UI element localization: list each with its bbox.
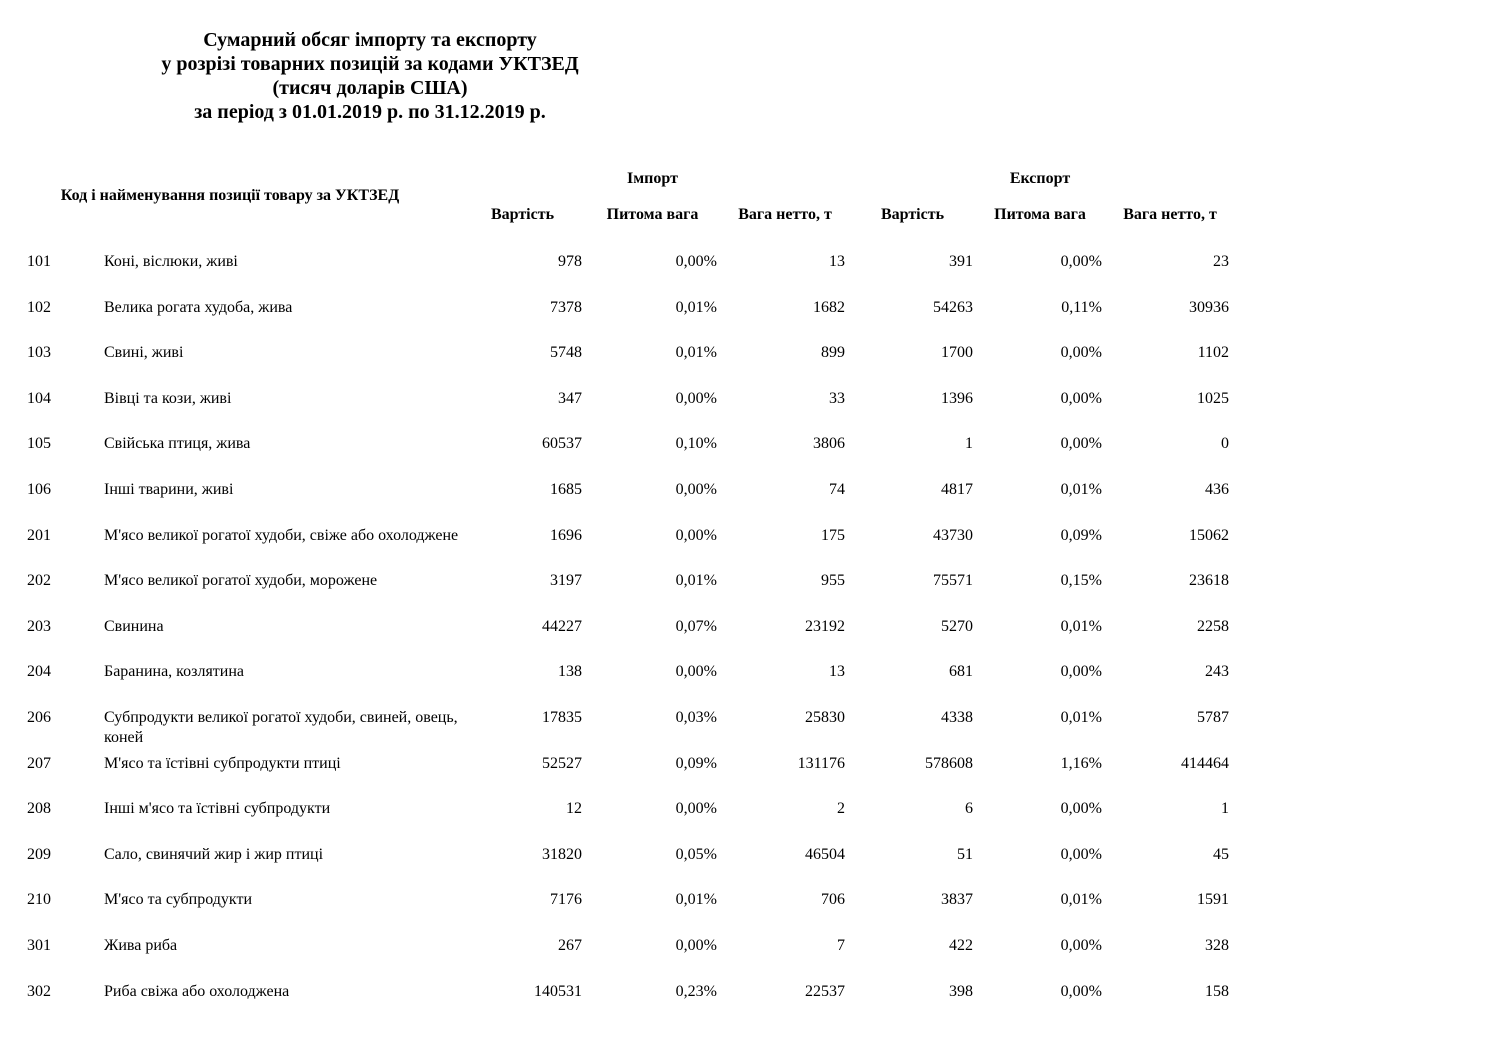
- import-value: 17835: [542, 708, 582, 726]
- title-line-4: за період з 01.01.2019 р. по 31.12.2019 р.: [194, 101, 546, 123]
- item-code: 302: [27, 982, 51, 1000]
- table-row: [0, 526, 1497, 572]
- import-weight-header: Вага нетто, т: [738, 206, 832, 223]
- import-weight: 899: [821, 344, 845, 362]
- import-weight: 955: [821, 572, 845, 590]
- import-weight: 13: [829, 663, 845, 681]
- import-weight: 7: [837, 936, 845, 954]
- import-value: 60537: [542, 435, 582, 453]
- export-share: 0,00%: [1060, 435, 1102, 453]
- import-weight: 706: [821, 891, 845, 909]
- item-name: Коні, віслюки, живі: [104, 253, 238, 270]
- table-row: [0, 982, 1497, 1028]
- export-share: 0,00%: [1060, 845, 1102, 863]
- import-value: 7378: [550, 298, 582, 316]
- import-value: 267: [558, 936, 582, 954]
- import-share: 0,00%: [675, 800, 717, 818]
- import-weight: 2: [837, 800, 845, 818]
- item-code: 210: [27, 891, 51, 909]
- import-share: 0,07%: [675, 617, 717, 635]
- import-value: 1685: [550, 480, 582, 498]
- item-column-header: Код і найменування позиції товару за УКТЗЕД: [60, 187, 400, 204]
- item-code: 106: [27, 480, 51, 498]
- export-share: 0,01%: [1060, 708, 1102, 726]
- table-row: [0, 754, 1497, 800]
- import-value: 7176: [550, 891, 582, 909]
- import-weight: 131176: [797, 754, 845, 772]
- export-weight: 414464: [1181, 754, 1229, 772]
- item-code: 202: [27, 572, 51, 590]
- import-value: 44227: [542, 617, 582, 635]
- import-weight: 22537: [805, 982, 845, 1000]
- item-name: М'ясо великої рогатої худоби, свіже або охолоджене: [104, 526, 459, 544]
- export-value: 1: [965, 435, 973, 453]
- import-value: 3197: [550, 572, 582, 590]
- export-share: 0,01%: [1060, 891, 1102, 909]
- export-value: 1700: [941, 344, 973, 362]
- title-line-1: Сумарний обсяг імпорту та експорту: [203, 29, 537, 51]
- item-name: Вівці та кози, живі: [104, 389, 232, 407]
- item-code: 201: [27, 526, 51, 544]
- import-weight: 175: [821, 526, 845, 544]
- export-value: 1396: [941, 389, 973, 407]
- export-weight: 436: [1205, 480, 1229, 498]
- export-value: 5270: [941, 617, 973, 635]
- export-value: 6: [965, 800, 973, 818]
- item-code: 209: [27, 845, 51, 863]
- item-name: Інші тварини, живі: [104, 480, 234, 498]
- export-value: 578608: [925, 754, 973, 772]
- data-table: [0, 252, 1497, 1027]
- import-weight: 13: [829, 253, 845, 270]
- export-weight-header: Вага нетто, т: [1123, 206, 1217, 223]
- import-weight: 46504: [805, 845, 845, 863]
- export-value: 4817: [941, 480, 973, 498]
- import-weight: 3806: [813, 435, 845, 453]
- item-code: 104: [27, 389, 51, 407]
- title-line-3: (тисяч доларів США): [272, 77, 468, 99]
- export-share: 1,16%: [1060, 754, 1102, 772]
- export-share: 0,00%: [1060, 800, 1102, 818]
- item-name: Свійська птиця, жива: [104, 435, 251, 453]
- export-value: 681: [949, 663, 973, 681]
- item-name: М'ясо великої рогатої худоби, морожене: [104, 572, 378, 590]
- import-value: 140531: [534, 982, 582, 1000]
- item-code: 207: [27, 754, 51, 772]
- import-share: 0,10%: [675, 435, 717, 453]
- import-value: 138: [558, 663, 582, 681]
- export-share: 0,01%: [1060, 480, 1102, 498]
- import-share: 0,00%: [675, 526, 717, 544]
- table-row: [0, 480, 1497, 526]
- export-share-header: Питома вага: [994, 206, 1086, 223]
- import-value: 52527: [542, 754, 582, 772]
- export-value: 391: [949, 253, 973, 270]
- import-value: 5748: [550, 344, 582, 362]
- import-weight: 1682: [813, 298, 845, 316]
- export-weight: 15062: [1189, 526, 1229, 544]
- table-row: [0, 434, 1497, 480]
- import-value-header: Вартість: [490, 206, 555, 223]
- import-share: 0,01%: [675, 572, 717, 590]
- item-name: Велика рогата худоба, жива: [104, 298, 293, 316]
- item-name: М'ясо та субпродукти: [104, 891, 253, 909]
- export-value: 75571: [933, 572, 973, 590]
- item-name: М'ясо та їстівні субпродукти птиці: [104, 754, 341, 772]
- table-row: [0, 890, 1497, 936]
- import-weight: 33: [829, 389, 845, 407]
- item-name: Жива риба: [104, 936, 178, 954]
- export-weight: 1: [1221, 800, 1229, 818]
- import-share: 0,00%: [675, 936, 717, 954]
- table-row: [0, 708, 1497, 754]
- import-weight: 25830: [805, 708, 845, 726]
- export-share: 0,00%: [1060, 936, 1102, 954]
- item-code: 102: [27, 298, 51, 316]
- table-row: [0, 343, 1497, 389]
- import-share-header: Питома вага: [606, 206, 699, 223]
- export-weight: 158: [1205, 982, 1229, 1000]
- item-name: Свинина: [104, 617, 164, 635]
- import-share: 0,00%: [675, 253, 717, 270]
- title-line-2: у розрізі товарних позицій за кодами УКТЗЕД: [161, 53, 579, 75]
- item-code: 301: [27, 936, 51, 954]
- export-weight: 30936: [1189, 298, 1229, 316]
- export-share: 0,00%: [1060, 253, 1102, 270]
- table-row: [0, 617, 1497, 663]
- export-group-header: Експорт: [1009, 170, 1071, 187]
- item-name: Інші м'ясо та їстівні субпродукти: [104, 800, 331, 818]
- export-value-header: Вартість: [880, 206, 945, 223]
- import-weight: 74: [829, 480, 845, 498]
- export-weight: 1102: [1197, 344, 1229, 362]
- import-value: 978: [558, 253, 582, 270]
- import-share: 0,00%: [675, 480, 717, 498]
- item-code: 206: [27, 708, 51, 726]
- export-weight: 23618: [1189, 572, 1229, 590]
- export-weight: 1591: [1197, 891, 1229, 909]
- export-share: 0,11%: [1061, 298, 1102, 316]
- table-row: [0, 662, 1497, 708]
- export-weight: 23: [1213, 253, 1229, 270]
- item-name: Риба свіжа або охолоджена: [104, 982, 290, 1000]
- export-value: 422: [949, 936, 973, 954]
- import-share: 0,01%: [675, 891, 717, 909]
- export-weight: 45: [1213, 845, 1229, 863]
- item-name: Свині, живі: [104, 344, 184, 362]
- table-row: [0, 298, 1497, 344]
- item-code: 101: [27, 253, 51, 270]
- export-weight: 0: [1221, 435, 1229, 453]
- export-share: 0,00%: [1060, 344, 1102, 362]
- export-value: 3837: [941, 891, 973, 909]
- export-weight: 1025: [1197, 389, 1229, 407]
- item-code: 204: [27, 663, 51, 681]
- import-value: 12: [566, 800, 582, 818]
- export-share: 0,00%: [1060, 389, 1102, 407]
- item-code: 208: [27, 800, 51, 818]
- report-title: [30, 28, 710, 124]
- export-share: 0,15%: [1060, 572, 1102, 590]
- import-share: 0,01%: [675, 298, 717, 316]
- import-share: 0,05%: [675, 845, 717, 863]
- item-name: Баранина, козлятина: [104, 663, 245, 681]
- export-share: 0,09%: [1060, 526, 1102, 544]
- import-share: 0,01%: [675, 344, 717, 362]
- export-weight: 2258: [1197, 617, 1229, 635]
- export-weight: 328: [1205, 936, 1229, 954]
- import-group-header: Імпорт: [627, 170, 678, 187]
- export-share: 0,00%: [1060, 663, 1102, 681]
- export-value: 43730: [933, 526, 973, 544]
- import-share: 0,00%: [675, 663, 717, 681]
- import-share: 0,23%: [675, 982, 717, 1000]
- export-share: 0,01%: [1060, 617, 1102, 635]
- item-code: 203: [27, 617, 51, 635]
- import-share: 0,00%: [675, 389, 717, 407]
- table-row: [0, 936, 1497, 982]
- export-value: 4338: [941, 708, 973, 726]
- item-name: Сало, свинячий жир і жир птиці: [104, 845, 324, 863]
- export-weight: 243: [1205, 663, 1229, 681]
- table-row: [0, 389, 1497, 435]
- import-value: 31820: [542, 845, 582, 863]
- export-value: 51: [957, 845, 973, 863]
- export-value: 398: [949, 982, 973, 1000]
- table-row: [0, 571, 1497, 617]
- table-row: [0, 252, 1497, 298]
- export-share: 0,00%: [1060, 982, 1102, 1000]
- item-name: Субпродукти великої рогатої худоби, свиней, овець, коней: [104, 708, 458, 746]
- table-row: [0, 845, 1497, 891]
- export-weight: 5787: [1197, 708, 1229, 726]
- item-code: 103: [27, 344, 51, 362]
- import-value: 1696: [550, 526, 582, 544]
- import-share: 0,09%: [675, 754, 717, 772]
- item-code: 105: [27, 435, 51, 453]
- export-value: 54263: [933, 298, 973, 316]
- import-share: 0,03%: [675, 708, 717, 726]
- import-value: 347: [558, 389, 582, 407]
- import-weight: 23192: [805, 617, 845, 635]
- table-row: [0, 799, 1497, 845]
